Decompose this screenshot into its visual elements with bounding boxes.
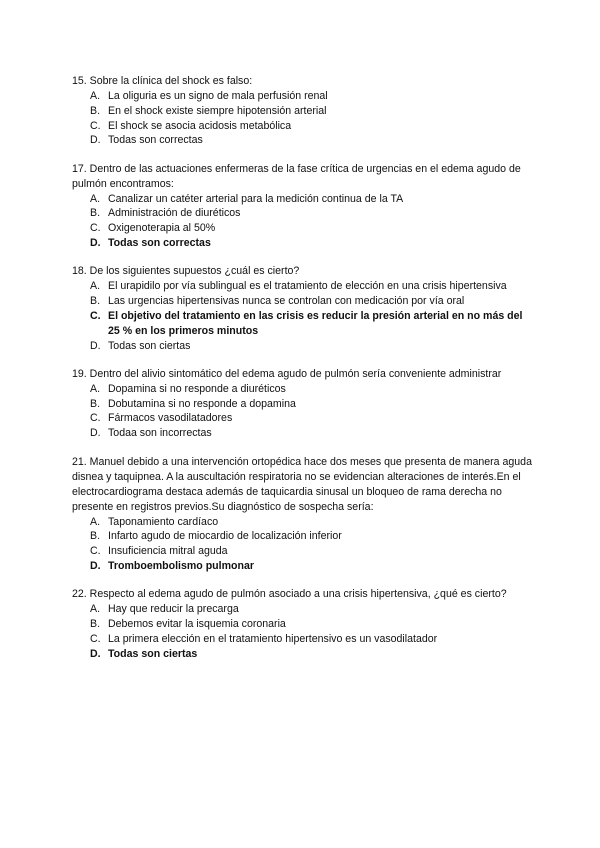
option-letter: B. xyxy=(90,295,101,308)
option-text: Dopamina si no responde a diuréticos xyxy=(108,382,286,395)
option-text: El objetivo del tratamiento en las crisis es reducir la presión arterial en no más del 25 % en los primeros minutos xyxy=(108,309,523,337)
option-text: La primera elección en el tratamiento hipertensivo es un vasodilatador xyxy=(108,632,438,645)
option-b xyxy=(90,529,532,544)
option-text: Administración de diuréticos xyxy=(108,207,241,220)
question-18 xyxy=(72,264,532,353)
option-text: Todas son ciertas xyxy=(108,339,191,352)
option-list xyxy=(72,89,532,148)
option-letter: B. xyxy=(90,618,101,631)
option-letter: A. xyxy=(90,382,101,395)
option-b xyxy=(90,294,532,309)
option-text: Taponamiento cardíaco xyxy=(108,515,219,528)
option-list xyxy=(72,602,532,661)
option-text: La oliguria es un signo de mala perfusión renal xyxy=(108,90,328,102)
option-text: Canalizar un catéter arterial para la medición continua de la TA xyxy=(108,192,404,205)
option-letter: D. xyxy=(90,647,101,660)
option-a xyxy=(90,279,532,294)
option-a xyxy=(90,515,532,530)
option-text: Todas son ciertas xyxy=(108,647,198,660)
option-letter: A. xyxy=(90,90,101,102)
question-stem: 17. Dentro de las actuaciones enfermeras de la fase crítica de urgencias en el edema agudo de pulmón encontramos: xyxy=(72,162,521,190)
option-d xyxy=(90,647,532,662)
option-letter: C. xyxy=(90,545,101,558)
option-letter: B. xyxy=(90,397,101,410)
option-text: Todas son correctas xyxy=(108,237,211,250)
option-d xyxy=(90,236,532,251)
option-text: Fármacos vasodilatadores xyxy=(108,412,233,425)
option-text: El urapidilo por vía sublingual es el tratamiento de elección en una crisis hipertensiva xyxy=(108,280,507,293)
option-text: Insuficiencia mitral aguda xyxy=(108,545,228,558)
option-text: Tromboembolismo pulmonar xyxy=(108,559,254,572)
option-letter: C. xyxy=(90,309,101,322)
question-stem: 15. Sobre la clínica del shock es falso: xyxy=(72,75,253,87)
option-letter: D. xyxy=(90,237,101,250)
option-text: Las urgencias hipertensivas nunca se controlan con medicación por vía oral xyxy=(108,295,465,308)
option-letter: C. xyxy=(90,119,101,132)
option-c xyxy=(90,221,532,236)
option-letter: A. xyxy=(90,192,101,205)
option-c xyxy=(90,309,532,339)
option-list xyxy=(72,192,532,251)
option-letter: A. xyxy=(90,515,101,528)
question-stem: 21. Manuel debido a una intervención ortopédica hace dos meses que presenta de manera aguda disnea y taquipnea. A la auscultación respiratoria no se evidencian alteraciones de interés.En el electrocardiograma destaca además de taquicardia sinusal un bloqueo de rama derecha no presente en registros previos.Su diagnóstico de sospecha sería: xyxy=(72,455,532,513)
option-c xyxy=(90,632,532,647)
option-letter: C. xyxy=(90,632,101,645)
option-letter: D. xyxy=(90,134,101,147)
question-21 xyxy=(72,455,532,574)
option-b xyxy=(90,397,532,412)
option-letter: A. xyxy=(90,280,101,293)
option-letter: C. xyxy=(90,222,101,235)
option-a xyxy=(90,89,532,104)
option-letter: C. xyxy=(90,412,101,425)
option-letter: B. xyxy=(90,104,101,117)
option-c xyxy=(90,544,532,559)
option-c xyxy=(90,119,532,134)
option-letter: B. xyxy=(90,530,101,543)
option-letter: B. xyxy=(90,207,101,220)
option-b xyxy=(90,206,532,221)
option-text: El shock se asocia acidosis metabólica xyxy=(108,119,292,132)
option-text: Oxigenoterapia al 50% xyxy=(108,222,216,235)
option-text: En el shock existe siempre hipotensión arterial xyxy=(108,104,327,117)
option-letter: A. xyxy=(90,603,101,616)
option-text: Todaa son incorrectas xyxy=(108,427,212,440)
option-d xyxy=(90,426,532,441)
question-stem: 22. Respecto al edema agudo de pulmón asociado a una crisis hipertensiva, ¿qué es cierto? xyxy=(72,588,507,601)
option-a xyxy=(90,192,532,207)
option-b xyxy=(90,104,532,119)
option-c xyxy=(90,411,532,426)
option-d xyxy=(90,133,532,148)
option-letter: D. xyxy=(90,339,101,352)
option-text: Infarto agudo de miocardio de localización inferior xyxy=(108,530,342,543)
option-text: Todas son correctas xyxy=(108,134,203,147)
question-stem: 18. De los siguientes supuestos ¿cuál es cierto? xyxy=(72,265,300,278)
option-d xyxy=(90,559,532,574)
option-text: Debemos evitar la isquemia coronaria xyxy=(108,618,286,631)
question-15 xyxy=(72,74,532,148)
question-17 xyxy=(72,162,532,251)
question-19 xyxy=(72,367,532,441)
option-text: Dobutamina si no responde a dopamina xyxy=(108,397,296,410)
option-list xyxy=(72,515,532,574)
document-page xyxy=(72,74,532,675)
option-letter: D. xyxy=(90,559,101,572)
option-letter: D. xyxy=(90,427,101,440)
option-text: Hay que reducir la precarga xyxy=(108,603,239,616)
option-list xyxy=(72,279,532,353)
option-b xyxy=(90,617,532,632)
option-a xyxy=(90,602,532,617)
question-22 xyxy=(72,587,532,661)
question-stem: 19. Dentro del alivio sintomático del edema agudo de pulmón sería conveniente administrar xyxy=(72,367,502,380)
option-d xyxy=(90,339,532,354)
option-a xyxy=(90,382,532,397)
option-list xyxy=(72,382,532,441)
